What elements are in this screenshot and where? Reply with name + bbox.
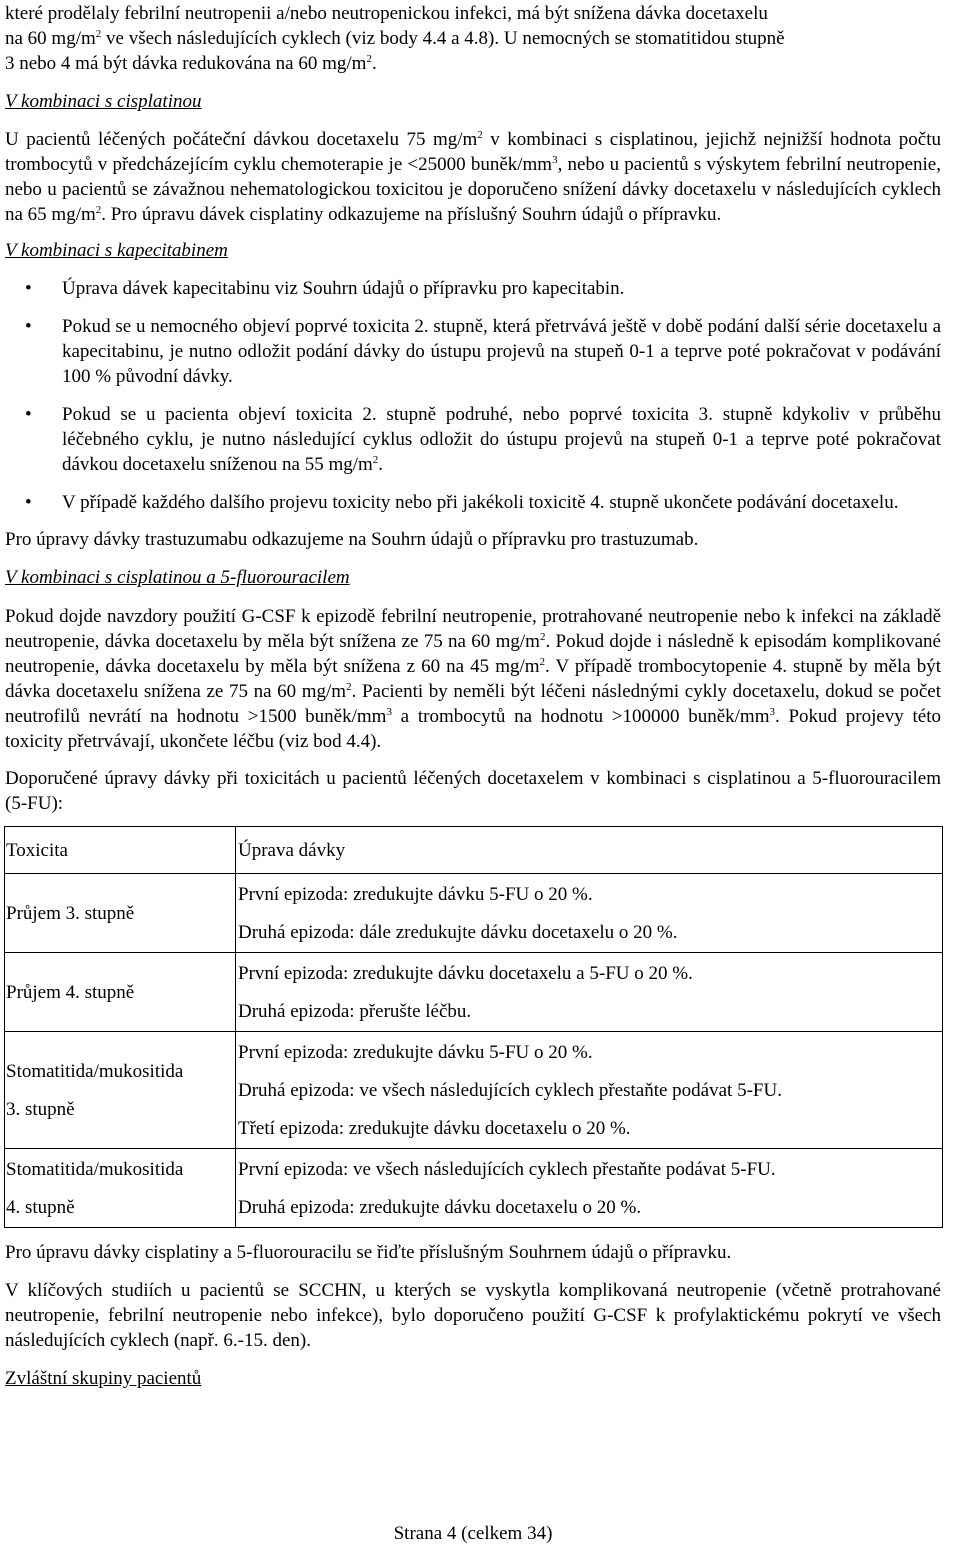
intro-line-1: které prodělaly febrilní neutropenii a/nebo neutropenickou infekci, má být snížena dávka docetaxelu: [5, 3, 768, 24]
cell-adjustment: První epizoda: zredukujte dávku 5-FU o 20 %. Druhá epizoda: dále zredukujte dávku docetaxelu o 20 %.: [236, 874, 943, 953]
cell-toxicity: Průjem 4. stupně: [5, 953, 236, 1032]
list-item: • Pokud se u nemocného objeví poprvé toxicita 2. stupně, která přetrvává ještě v době podání další série docetaxelu a kapecitabinu, je nutno odložit podání dávky do ústupu projevů na stupeň 0-1 a teprve poté pokračovat v podávání 100 % původní dávky.: [25, 316, 941, 387]
paragraph-cisplatin-5fu-dose: Pro úpravu dávky cisplatiny a 5-fluorouracilu se řiďte příslušným Souhrnem údajů o přípravku.: [5, 1242, 732, 1263]
header-toxicity: Toxicita: [5, 827, 236, 874]
toxicity-table: [4, 826, 943, 1228]
bullet-icon: •: [25, 316, 32, 337]
cell-adjustment: První epizoda: ve všech následujících cyklech přestaňte podávat 5-FU. Druhá epizoda: zredukujte dávku docetaxelu o 20 %.: [236, 1149, 943, 1228]
paragraph-5fu: Pokud dojde navzdory použití G-CSF k epizodě febrilní neutropenie, protrahované neutropenie nebo k infekci na základě neutropenie, dávka docetaxelu by měla být snížena ze 75 na 60 $mg/m^2$. Pokud dojde i následně k episodám komplikované neutropenie, dávka docetaxelu by měla být snížena z 60 na 45 $mg/m^2$. V případě trombocytopenie 4. stupně by měla být dávka docetaxelu snížena ze 75 na 60 $mg/m^2$. Pacienti by neměli být léčeni následnými cykly docetaxelu, dokud se počet neutrofilů nevrátí na hodnotu >1500 buněk/$mm^3$ a trombocytů na hodnotu >100000 buněk/$mm^3$. Pokud projevy této toxicity přetrvávají, ukončete léčbu (viz bod 4.4).: [5, 606, 941, 752]
page-footer: Strana 4 (celkem 34): [393, 1523, 553, 1544]
bullet-icon: •: [25, 404, 32, 425]
paragraph-intro: které prodělaly febrilní neutropenii a/nebo neutropenickou infekci, má být snížena dávka docetaxelu na 60 $mg/m^2$ ve všech následujících cyklech (viz body 4.4 a 4.8). U nemocných se stomatitidou stupně 3 nebo 4 má být dávka redukována na 60 $mg/m^2$.: [5, 3, 785, 74]
paragraph-cisplatin: U pacientů léčených počáteční dávkou docetaxelu 75 $mg/m^2$ v kombinaci s cisplatinou, jejichž nejnižší hodnota počtu trombocytů v předcházejícím cyklu chemoterapie je <25000 buněk/$mm^3$, nebo u pacientů s výskytem febrilní neutropenie, nebo u pacientů se závažnou nehematologickou toxicitou je doporučeno snížení dávky docetaxelu v následujících cyklech na 65 $mg/m^2$. Pro úpravu dávek cisplatiny odkazujeme na příslušný Souhrn údajů o přípravku.: [5, 129, 941, 225]
header-dose-adjustment: Úprava dávky: [236, 827, 943, 874]
table-row: [5, 874, 943, 953]
cell-toxicity: Stomatitida/mukositida 3. stupně: [5, 1032, 236, 1149]
bullet-icon: •: [25, 492, 32, 513]
cell-toxicity: Průjem 3. stupně: [5, 874, 236, 953]
heading-capecitabine: V kombinaci s kapecitabinem: [5, 240, 228, 261]
bullet-list: [5, 276, 941, 515]
list-item: • V případě každého dalšího projevu toxicity nebo při jakékoli toxicitě 4. stupně ukončete podávání docetaxelu.: [25, 492, 899, 513]
heading-cisplatin: V kombinaci s cisplatinou: [5, 91, 202, 112]
table-header-row: [5, 827, 943, 874]
cell-adjustment: První epizoda: zredukujte dávku 5-FU o 20 %. Druhá epizoda: ve všech následujících cyklech přestaňte podávat 5-FU. Třetí epizoda: zredukujte dávku docetaxelu o 20 %.: [236, 1032, 943, 1149]
cell-adjustment: První epizoda: zredukujte dávku docetaxelu a 5-FU o 20 %. Druhá epizoda: přerušte léčbu.: [236, 953, 943, 1032]
list-item: • Pokud se u pacienta objeví toxicita 2. stupně podruhé, nebo poprvé toxicita 3. stupně kdykoliv v průběhu léčebného cyklu, je nutno následující cyklus odložit do ústupu projevů na stupeň 0-1 a teprve poté pokračovat dávkou docetaxelu sníženou na 55 $mg/m^2$.: [25, 404, 941, 475]
list-item: • Úprava dávek kapecitabinu viz Souhrn údajů o přípravku pro kapecitabin.: [25, 278, 625, 299]
heading-special-populations: Zvláštní skupiny pacientů: [5, 1368, 202, 1389]
bullet-icon: •: [25, 278, 32, 299]
cell-toxicity: Stomatitida/mukositida 4. stupně: [5, 1149, 236, 1228]
table-row: [5, 1032, 943, 1149]
table-row: [5, 1149, 943, 1228]
heading-cisplatin-5fu: V kombinaci s cisplatinou a 5-fluorouracilem: [5, 567, 350, 588]
paragraph-trastuzumab: Pro úpravy dávky trastuzumabu odkazujeme na Souhrn údajů o přípravku pro trastuzumab.: [5, 529, 699, 550]
paragraph-table-intro: Doporučené úpravy dávky při toxicitách u pacientů léčených docetaxelem v kombinaci s cisplatinou a 5-fluorouracilem (5-FU):: [5, 768, 941, 814]
document-page: [5, 0, 941, 1391]
table-row: [5, 953, 943, 1032]
paragraph-scchn: V klíčových studiích u pacientů se SCCHN, u kterých se vyskytla komplikovaná neutropenie (včetně protrahované neutropenie, febrilní neutropenie nebo infekce), bylo doporučeno použití G-CSF k profylaktickému pokrytí ve všech následujících cyklech (např. 6.-15. den).: [5, 1280, 941, 1351]
